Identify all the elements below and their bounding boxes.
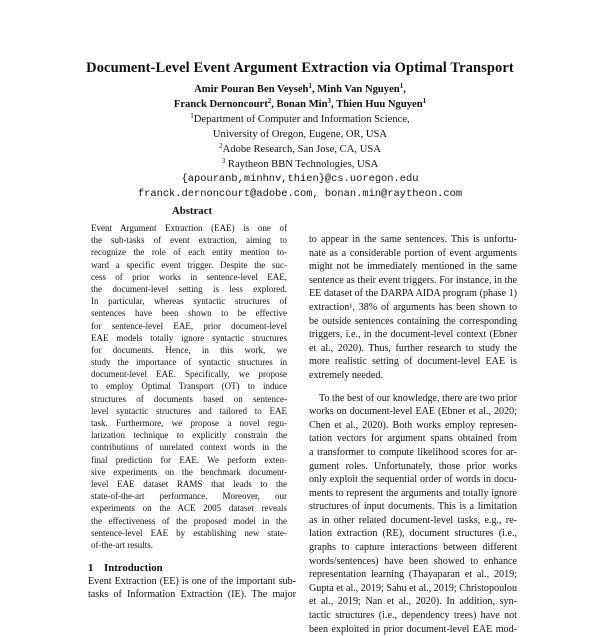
abstract-line: document-level EAE. Specifically, we propose	[91, 369, 287, 380]
author-affil-mark: 1	[308, 82, 312, 90]
author-affil-mark: 2	[267, 97, 272, 105]
author-separator: ,	[311, 84, 318, 95]
abstract-line: structures of documents based on sentence-	[91, 393, 287, 404]
body-text-line: et al., 2019; Nan et al., 2020). In addition, syn-	[309, 596, 517, 608]
paper-header	[0, 82, 600, 202]
abstract-line: sentences have been shown to be effective	[91, 308, 287, 319]
abstract-line: state-of-the-art performance. Moreover, our	[91, 491, 287, 502]
body-text-line: be outside sentences containing the corresponding	[309, 315, 517, 327]
body-text-line: structures of input documents. This is a limitation	[309, 501, 517, 513]
body-text-line: gument roles. Unfortunately, those prior works	[309, 460, 517, 472]
section-number: 1	[88, 562, 94, 575]
abstract-heading: Abstract	[171, 205, 213, 217]
affiliation-mark: 1	[190, 112, 194, 120]
author-email: franck.dernoncourt@adobe.com, bonan.min@raytheon.com	[137, 188, 463, 200]
author-name: Bonan Min	[276, 99, 328, 110]
affiliation	[0, 142, 600, 157]
left-column	[88, 204, 296, 602]
section-heading-introduction	[88, 561, 296, 575]
abstract-line: recognize the role of each entity mention to-	[91, 247, 287, 258]
affiliation	[0, 112, 600, 127]
body-text-line: representation learning (Thayaparan et al., 2019;	[309, 569, 517, 581]
author-name: Franck Dernoncourt	[173, 99, 268, 110]
author-name: Amir Pouran Ben Veyseh	[194, 84, 309, 95]
body-text-line: et al., 2020). Thus, further research to study the	[309, 342, 517, 354]
body-text-line: a transformer to compute likelihood scores for ar-	[309, 446, 517, 458]
body-text-line: To the best of our knowledge, there are two prior	[319, 392, 517, 404]
abstract-line: task. Furthermore, we propose a novel regu-	[91, 418, 287, 428]
abstract-line: study the importance of syntactic structures in	[91, 357, 287, 368]
abstract-line: for documents. Hence, in this work, we	[91, 344, 287, 355]
abstract-line: larization technique to explicitly constrain the	[91, 430, 287, 441]
abstract-line: cess of prior works in sentence-level EAE,	[91, 271, 287, 282]
body-text-line: words/sentences) have been showed to enhance	[309, 555, 517, 567]
affiliation-text: Adobe Research, San Jose, CA, USA	[222, 144, 381, 155]
body-text-line: ments to represent the arguments and totally ignore	[309, 487, 517, 499]
abstract-line: to employ Optimal Transport (OT) to induce	[91, 381, 287, 392]
introduction-line: Event Extraction (EE) is one of the important sub-	[88, 576, 296, 588]
author-name: Thien Huu Nguyen	[336, 99, 423, 110]
author-line-2	[0, 97, 600, 112]
body-text-line: extraction¹, 38% of arguments has been shown to	[309, 301, 517, 313]
abstract-body	[88, 222, 287, 551]
affiliation-text: Raytheon BBN Technologies, USA	[225, 159, 379, 170]
body-text-line: tation vectors for argument spans obtained from	[309, 433, 517, 445]
abstract-line: Event Argument Extraction (EAE) is one of	[91, 223, 287, 233]
introduction-body	[88, 575, 296, 602]
affiliation-mark: 2	[219, 142, 223, 150]
body-text-line: sentence as their event triggers. For instance, in the	[309, 274, 517, 286]
affiliation-mark: 3	[221, 157, 226, 165]
right-column	[309, 233, 517, 636]
abstract-line: for sentence-level EAE, prior document-level	[91, 320, 287, 331]
body-text-line: to appear in the same sentences. This is unfortu-	[309, 234, 517, 245]
abstract-line: the document-level setting is less explored.	[91, 283, 287, 294]
introduction-line: tasks of Information Extraction (IE). The major	[88, 589, 296, 601]
section-title: Introduction	[104, 562, 163, 575]
abstract-line: sentence-level EAE by establishing new state-	[91, 527, 287, 538]
author-affil-mark: 1	[399, 82, 404, 90]
author-affil-mark: 3	[327, 97, 331, 105]
body-text-line: Chen et al., 2020). Both works employ represen-	[309, 419, 517, 431]
body-text-line: as in other related document-level tasks, e.g., re-	[309, 514, 517, 526]
abstract-line: contributions of unrelated context words in the	[91, 442, 287, 453]
abstract-line: the effectiveness of the proposed model in the	[91, 515, 287, 526]
affiliation	[0, 157, 600, 172]
body-text-line: nate as a considerable portion of event arguments	[309, 247, 517, 259]
body-text-line: been exploited in prior document-level EAE mod-	[309, 623, 517, 635]
author-affil-mark: 1	[422, 97, 427, 105]
abstract-line: final prediction for EAE. We perform exten-	[91, 454, 287, 465]
paper-title: Document-Level Event Argument Extraction via Optimal Transport	[86, 60, 514, 76]
affiliation-text: University of Oregon, Eugene, OR, USA	[212, 129, 388, 140]
author-separator: ,	[403, 84, 406, 95]
body-text-line: Gupta et al., 2019; Sahu et al., 2019; Christopoulou	[309, 582, 517, 594]
author-name: Minh Van Nguyen	[317, 84, 400, 95]
body-text-line: triggers, i.e., in the document-level context (Ebner	[309, 329, 517, 341]
body-text-line: works on document-level EAE (Ebner et al., 2020;	[309, 406, 517, 418]
abstract-line: ward a specific event trigger. Despite the suc-	[91, 259, 287, 270]
author-email: {apouranb,minhnv,thien}@cs.uoregon.edu	[181, 173, 419, 185]
abstract-line: sive experiments on the benchmark document-	[91, 466, 287, 477]
abstract-line: the sub-tasks of event extraction, aiming to	[91, 235, 287, 246]
body-text-line: extremely needed.	[309, 369, 383, 381]
body-text-line: tactic structures (i.e., dependency trees) have not	[309, 610, 517, 622]
author-separator: ,	[330, 99, 337, 110]
abstract-line: In particular, whereas syntactic structures of	[91, 296, 287, 307]
author-separator: ,	[271, 99, 277, 110]
body-text-line: graphs to capture interactions between different	[309, 542, 517, 554]
author-line-1	[0, 82, 600, 97]
body-text-line: EE dataset of the DARPA AIDA program (phase 1)	[309, 288, 517, 300]
body-text-line: might not be immediately mentioned in the same	[309, 261, 517, 273]
abstract-line: level syntactic structures and tailored to EAE	[91, 405, 287, 416]
body-text-line: lation extraction (RE), document structures (i.e.,	[309, 528, 517, 540]
abstract-line: EAE models totally ignore syntactic structures	[91, 332, 287, 343]
abstract-line: level EAE dataset RAMS that leads to the	[91, 478, 287, 489]
affiliation-text: Department of Computer and Information Science,	[193, 114, 410, 125]
abstract-line: of-the-art results.	[91, 539, 153, 550]
body-text-line: only exploit the sequential order of words in docu-	[309, 474, 517, 486]
body-text-line: more realistic setting of document-level EAE is	[309, 356, 517, 368]
affiliation	[0, 127, 600, 142]
abstract-line: experiments on the ACE 2005 dataset reveals	[91, 503, 287, 514]
